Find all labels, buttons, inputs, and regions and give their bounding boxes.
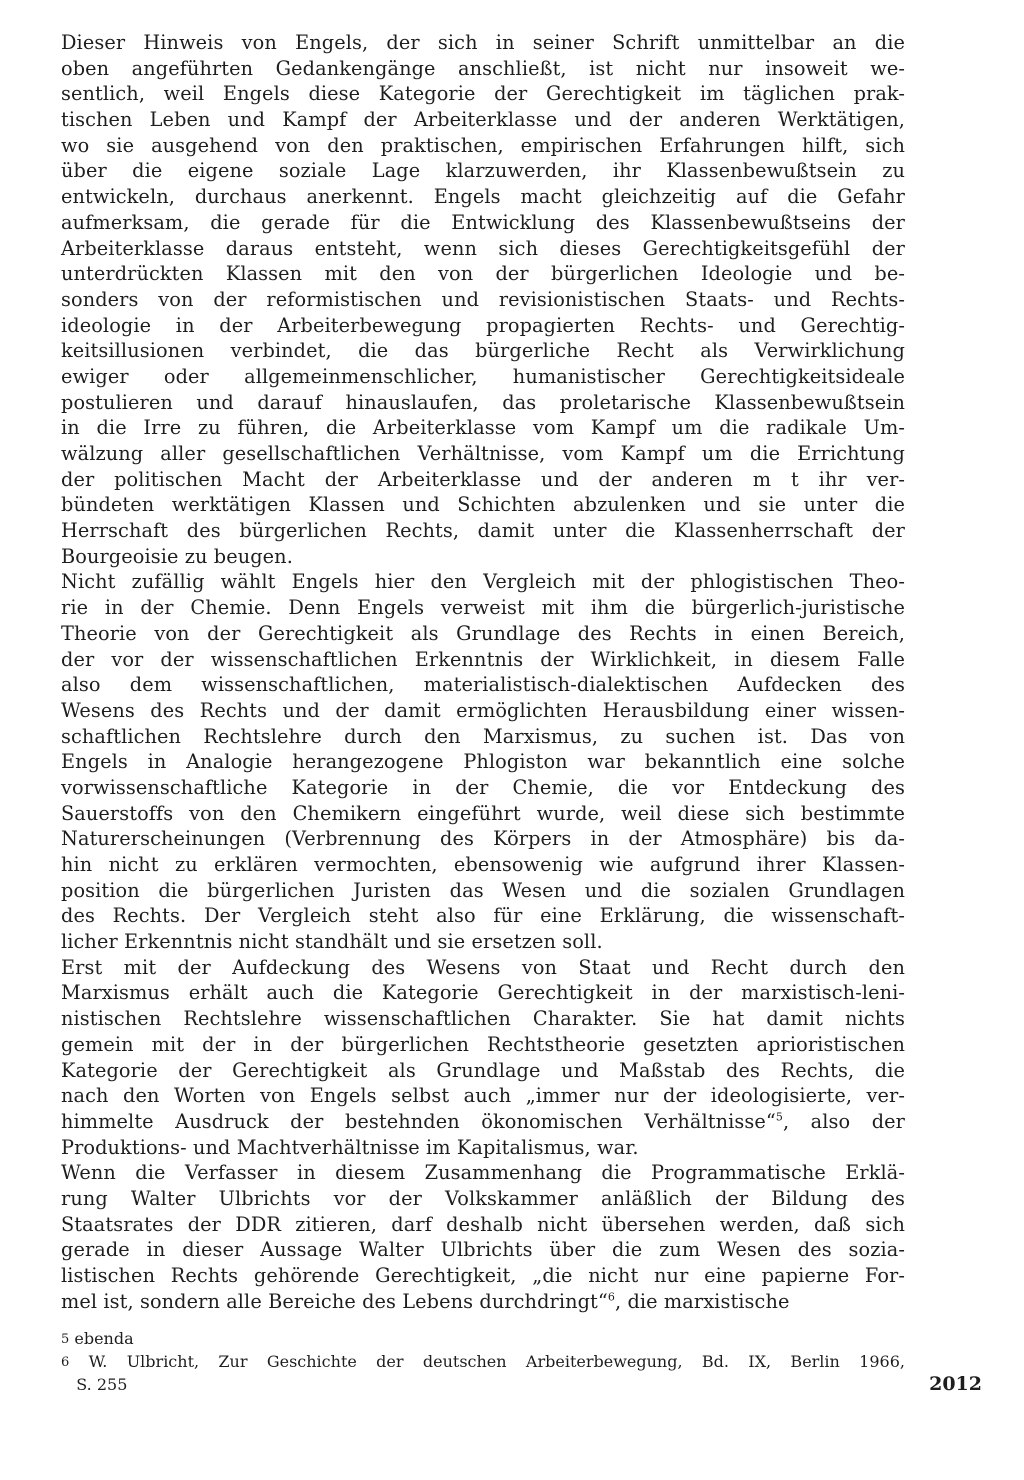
text-line: schaftlichen Rechtslehre durch den Marxismus, zu suchen ist. Das von (61, 724, 905, 748)
text-line: oben angeführten Gedankengänge anschließt, ist nicht nur insoweit we- (61, 56, 905, 80)
footnotes (61, 1327, 905, 1396)
text-line: listischen Rechts gehörende Gerechtigkeit, „die nicht nur eine papierne For- (61, 1264, 905, 1287)
text-line: Staatsrates der DDR zitieren, darf deshalb nicht übersehen werden, daß sich (61, 1212, 905, 1236)
text-line: wälzung aller gesellschaftlichen Verhältnisse, vom Kampf um die Errichtung (61, 442, 905, 465)
text-line: tischen Leben und Kampf der Arbeiterklasse und der anderen Werktätigen, (61, 108, 905, 132)
text-line: mel ist, sondern alle Bereiche des Lebens durchdringt“$^6$, die marxistische (61, 1289, 790, 1313)
text-line: Arbeiterklasse daraus entsteht, wenn sich dieses Gerechtigkeitsgefühl der (61, 236, 905, 260)
text-line: bündeten werktätigen Klassen und Schichten abzulenken und sie unter die (61, 493, 905, 517)
text-line: Bourgeoisie zu beugen. (61, 544, 293, 568)
text-line: Erst mit der Aufdeckung des Wesens von Staat und Recht durch den (61, 955, 905, 979)
body-text (61, 30, 905, 1314)
text-line: Produktions- und Machtverhältnisse im Kapitalismus, war. (61, 1135, 639, 1159)
paragraph (61, 569, 905, 954)
text-line: der vor der wissenschaftlichen Erkenntnis der Wirklichkeit, in diesem Falle (61, 647, 905, 671)
footnote-line (61, 1327, 905, 1350)
text-line: Dieser Hinweis von Engels, der sich in seiner Schrift unmittelbar an die (61, 31, 905, 54)
paragraph (61, 955, 905, 1161)
text-line: Herrschaft des bürgerlichen Rechts, damit unter die Klassenherrschaft der (61, 519, 905, 543)
text-line: rung Walter Ulbrichts vor der Volkskammer anläßlich der Bildung des (61, 1186, 905, 1210)
text-line: in die Irre zu führen, die Arbeiterklasse vom Kampf um die radikale Um- (61, 416, 905, 440)
footnote-reference: 6 (607, 1290, 615, 1304)
footnote-text: ebenda (74, 1329, 134, 1348)
text-line: Nicht zufällig wählt Engels hier den Vergleich mit der phlogistischen Theo- (61, 570, 905, 594)
footnote (61, 1327, 905, 1350)
text-line: ideologie in der Arbeiterbewegung propagierten Rechts- und Gerechtig- (61, 313, 905, 337)
text-line: licher Erkenntnis nicht standhält und sie ersetzen soll. (61, 930, 603, 954)
footnote-reference: 5 (775, 1110, 783, 1124)
text-line: unterdrückten Klassen mit den von der bürgerlichen Ideologie und be- (61, 262, 905, 286)
paragraph (61, 30, 905, 569)
text-line: himmelte Ausdruck der bestehnden ökonomischen Verhältnisse“$^5$, also der (61, 1109, 905, 1133)
text-line: Sauerstoffs von den Chemikern eingeführt wurde, weil diese sich bestimmte (61, 801, 905, 825)
footnote-line (61, 1373, 905, 1396)
text-line: Engels in Analogie herangezogene Phlogiston war bekanntlich eine solche (61, 750, 905, 774)
text-line: nistischen Rechtslehre wissenschaftlichen Charakter. Sie hat damit nichts (61, 1007, 905, 1031)
text-line: sentlich, weil Engels diese Kategorie der Gerechtigkeit im täglichen prak- (61, 82, 905, 106)
text-line: Marxismus erhält auch die Kategorie Gerechtigkeit in der marxistisch-leni- (61, 981, 905, 1005)
text-line: sonders von der reformistischen und revisionistischen Staats- und Rechts- (61, 287, 905, 311)
paragraph (61, 1160, 905, 1314)
text-line: Theorie von der Gerechtigkeit als Grundlage des Rechts in einen Bereich, (61, 621, 905, 645)
text-line: des Rechts. Der Vergleich steht also für eine Erklärung, die wissenschaft- (61, 904, 905, 928)
text-line: nach den Worten von Engels selbst auch „immer nur der ideologisierte, ver- (61, 1084, 905, 1108)
text-line: keitsillusionen verbindet, die das bürgerliche Recht als Verwirklichung (61, 339, 905, 363)
text-line: Naturerscheinungen (Verbrennung des Körpers in der Atmosphäre) bis da- (61, 827, 905, 851)
footnote-text: W. Ulbricht, Zur Geschichte der deutschen Arbeiterbewegung, Bd. IX, Berlin 1966, (88, 1352, 905, 1371)
footnote-number: 5 (61, 1332, 70, 1347)
footnote-number: 6 (61, 1355, 70, 1370)
text-line: Wenn die Verfasser in diesem Zusammenhang die Programmatische Erklä- (61, 1161, 905, 1185)
page-number: 2012 (929, 1373, 982, 1395)
text-line: postulieren und darauf hinauslaufen, das proletarische Klassenbewußtsein (61, 390, 905, 414)
text-line: hin nicht zu erklären vermochten, ebensowenig wie aufgrund ihrer Klassen- (61, 853, 905, 876)
footnote-text: S. 255 (76, 1375, 128, 1394)
text-line: Kategorie der Gerechtigkeit als Grundlage und Maßstab des Rechts, die (61, 1058, 905, 1082)
text-line: rie in der Chemie. Denn Engels verweist mit ihm die bürgerlich-juristische (61, 596, 905, 620)
text-line: ewiger oder allgemeinmenschlicher, humanistischer Gerechtigkeitsideale (61, 364, 905, 388)
text-line: aufmerksam, die gerade für die Entwicklung des Klassenbewußtseins der (61, 210, 905, 234)
text-line: wo sie ausgehend von den praktischen, empirischen Erfahrungen hilft, sich (61, 133, 905, 157)
text-line: Wesens des Rechts und der damit ermöglichten Herausbildung einer wissen- (61, 698, 905, 722)
text-line: der politischen Macht der Arbeiterklasse und der anderen m t ihr ver- (61, 467, 905, 491)
text-line: entwickeln, durchaus anerkennt. Engels macht gleichzeitig auf die Gefahr (61, 185, 905, 209)
text-line: also dem wissenschaftlichen, materialistisch-dialektischen Aufdecken des (61, 673, 905, 697)
footnote-line (61, 1350, 905, 1373)
text-line: über die eigene soziale Lage klarzuwerden, ihr Klassenbewußtsein zu (61, 159, 905, 183)
text-line: position die bürgerlichen Juristen das Wesen und die sozialen Grundlagen (61, 878, 905, 902)
text-line: vorwissenschaftliche Kategorie in der Chemie, die vor Entdeckung des (61, 775, 905, 799)
text-line: gemein mit der in der bürgerlichen Rechtstheorie gesetzten aprioristischen (61, 1032, 905, 1056)
footnote (61, 1350, 905, 1396)
text-line: gerade in dieser Aussage Walter Ulbrichts über die zum Wesen des sozia- (61, 1238, 905, 1262)
